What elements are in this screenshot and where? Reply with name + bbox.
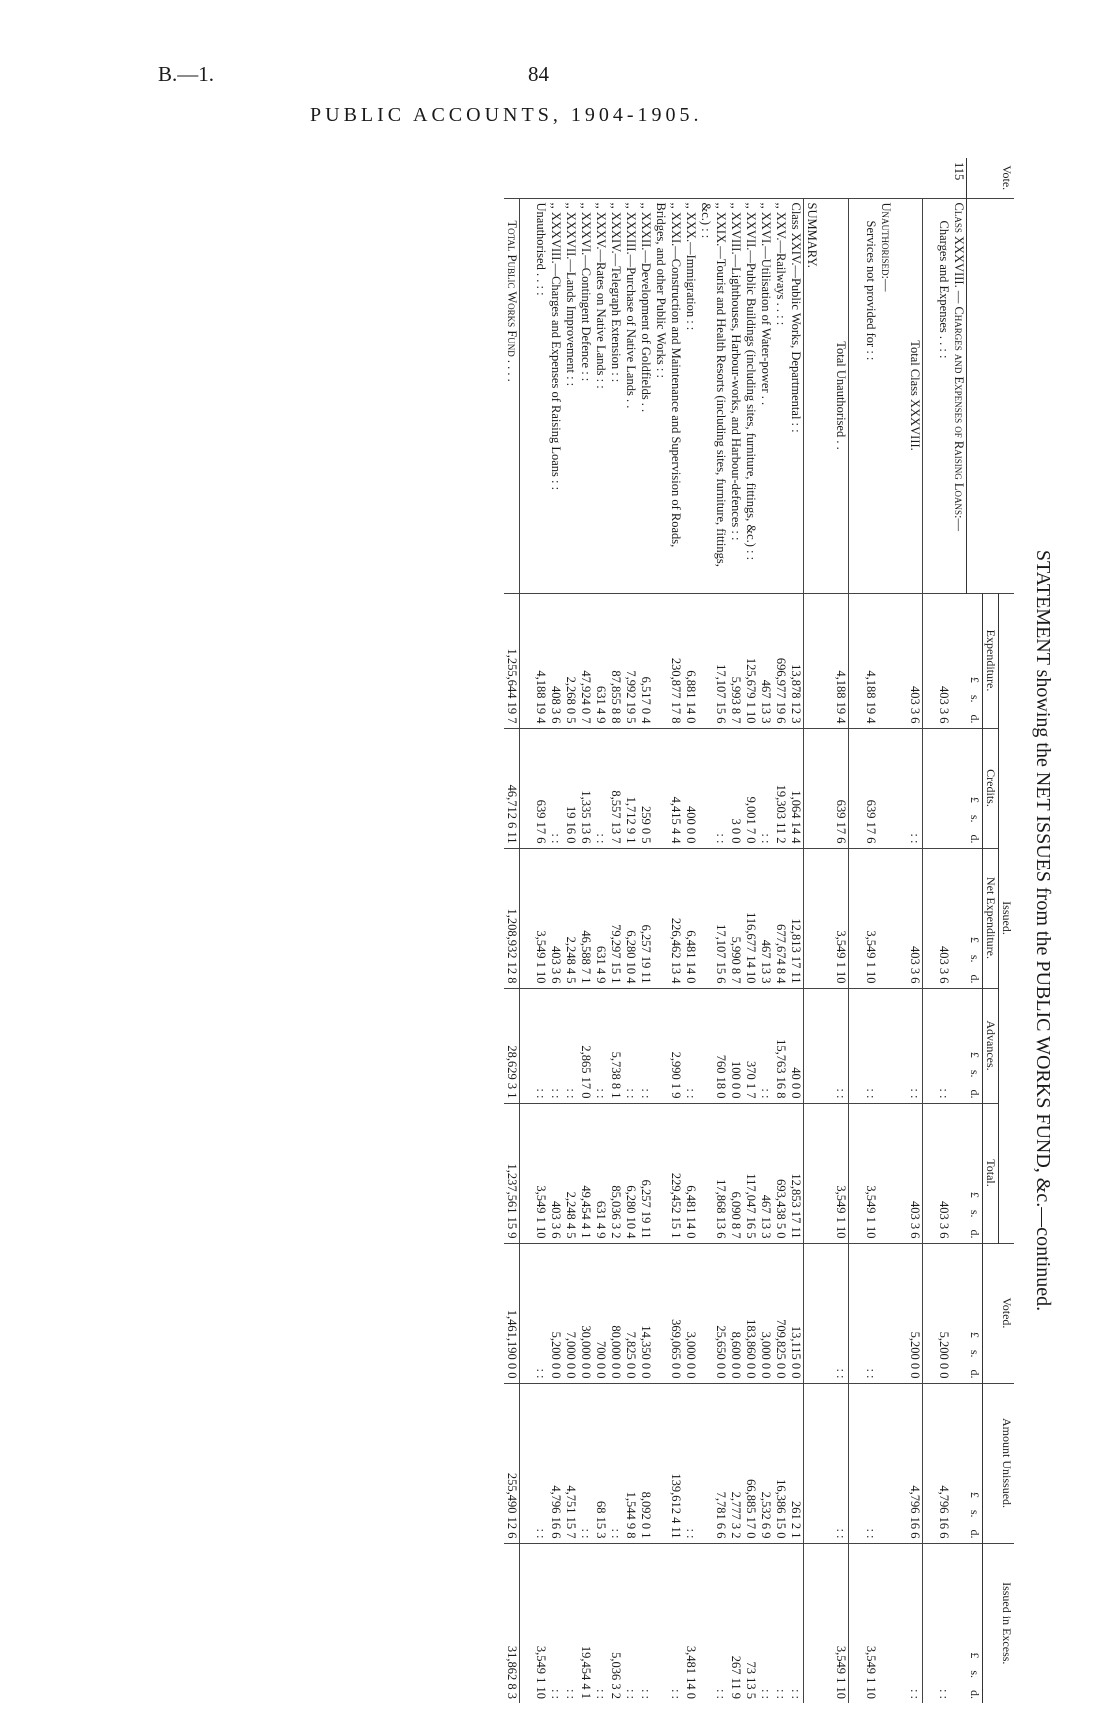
- row-label: ,, XXXV.—Rates on Native Lands : :: [594, 198, 609, 593]
- summary-row: [609, 158, 624, 1703]
- unissued-cell: 261 2 1: [789, 1383, 805, 1543]
- net-expenditure-header: Net Expenditure.: [983, 848, 999, 988]
- spacer-row: [893, 158, 907, 1703]
- total-cell: 467 13 3: [759, 1103, 774, 1243]
- row-label: ,, XXIX.—Tourist and Health Resorts (including sites, furniture, fittings, &c.) : :: [699, 198, 729, 593]
- credits-cell: : :: [549, 728, 564, 848]
- advances-cell: 100 0 0: [729, 988, 744, 1103]
- vote-cell: [804, 158, 820, 198]
- total-cell: 229,452 15 1: [654, 1103, 684, 1243]
- spacer-row: [923, 158, 937, 1703]
- credits-cell: 3 0 0: [729, 728, 744, 848]
- row-label: ,, XXXI.—Construction and Maintenance and Supervision of Roads, Bridges, and other Public Works : :: [654, 198, 684, 593]
- expenditure-cell: 13,878 12 3: [789, 593, 805, 728]
- grand-total-row: [504, 158, 520, 1703]
- advances-cell: : :: [639, 988, 654, 1103]
- unissued-cell: : :: [834, 1383, 850, 1543]
- summary-row: [594, 158, 609, 1703]
- unissued-cell: 4,796 16 6: [907, 1383, 923, 1543]
- section-heading: Class XXXVIII. — Charges and Expenses of Raising Loans:—: [952, 198, 968, 593]
- unit-d: d.: [968, 1089, 982, 1099]
- vote-header: Vote.: [967, 158, 1014, 198]
- unit-pound: £: [968, 796, 982, 803]
- unissued-header: Amount Unissued.: [983, 1383, 1015, 1543]
- net-expenditure-cell: 403 3 6: [907, 848, 923, 988]
- advances-cell: : :: [549, 988, 564, 1103]
- unit-label: [967, 988, 983, 1103]
- voted-cell: 3,000 0 0: [684, 1243, 699, 1383]
- voted-cell: 80,000 0 0: [609, 1243, 624, 1383]
- net-expenditure-cell: 2,248 4 5: [564, 848, 579, 988]
- row-label: Total Unauthorised . .: [834, 198, 850, 593]
- credits-cell: : :: [699, 728, 729, 848]
- unit-d: d.: [968, 714, 982, 724]
- summary-row: [759, 158, 774, 1703]
- advances-cell: 5,738 8 1: [609, 988, 624, 1103]
- total-cell: 631 4 9: [594, 1103, 609, 1243]
- total-cell: 3,549 1 10: [834, 1103, 850, 1243]
- summary-heading: [804, 158, 820, 1703]
- total-cell: 693,438 5 0: [774, 1103, 789, 1243]
- summary-row: [624, 158, 639, 1703]
- summary-row: [699, 158, 729, 1703]
- vote-cell: [834, 158, 850, 198]
- unit-pound: £: [968, 1331, 982, 1338]
- total-cell: 6,280 10 4: [624, 1103, 639, 1243]
- voted-cell: : :: [834, 1243, 850, 1383]
- rotated-statement: [150, 158, 1062, 1703]
- voted-cell: 30,000 0 0: [579, 1243, 594, 1383]
- total-cell: 403 3 6: [907, 1103, 923, 1243]
- summary-row: [789, 158, 805, 1703]
- voted-cell: : :: [863, 1243, 878, 1383]
- unit-pound: £: [968, 1491, 982, 1498]
- advances-cell: : :: [937, 988, 952, 1103]
- total-cell: 6,090 8 7: [729, 1103, 744, 1243]
- expenditure-cell: 17,107 15 6: [699, 593, 729, 728]
- excess-cell: : :: [789, 1543, 805, 1703]
- vote-cell: [699, 158, 729, 198]
- row-label: ,, XXX.—Immigration : :: [684, 198, 699, 593]
- voted-cell: 7,825 0 0: [624, 1243, 639, 1383]
- excess-cell: : :: [774, 1543, 789, 1703]
- voted-header: Voted.: [983, 1243, 1015, 1383]
- row-label: Charges and Expenses . . : :: [937, 198, 952, 593]
- spacer-row: [849, 158, 863, 1703]
- expenditure-cell: 87,855 8 8: [609, 593, 624, 728]
- total-cell: 3,549 1 10: [863, 1103, 878, 1243]
- summary-row: [639, 158, 654, 1703]
- unit-s: s.: [968, 694, 982, 703]
- unissued-cell: : :: [609, 1383, 624, 1543]
- statement-table: [504, 158, 1014, 1703]
- credits-cell: 9,001 7 0: [744, 728, 759, 848]
- unit-s: s.: [968, 954, 982, 963]
- excess-cell: : :: [699, 1543, 729, 1703]
- voted-cell: 7,000 0 0: [564, 1243, 579, 1383]
- advances-cell: 15,763 16 8: [774, 988, 789, 1103]
- vote-cell: [789, 158, 805, 198]
- total-cell: 117,047 16 5: [744, 1103, 759, 1243]
- unissued-cell: 7,781 6 6: [699, 1383, 729, 1543]
- unissued-cell: : :: [863, 1383, 878, 1543]
- excess-cell: : :: [654, 1543, 684, 1703]
- vote-cell: [564, 158, 579, 198]
- unissued-cell: 4,751 15 7: [564, 1383, 579, 1543]
- advances-cell: : :: [907, 988, 923, 1103]
- unit-s: s.: [968, 1509, 982, 1518]
- row-label: Total Public Works Fund . . . .: [504, 198, 520, 593]
- unissued-cell: : :: [579, 1383, 594, 1543]
- net-expenditure-cell: 6,280 10 4: [624, 848, 639, 988]
- section-heading: SUMMARY.: [804, 198, 820, 593]
- vote-cell: [774, 158, 789, 198]
- issued-header: Issued.: [999, 593, 1015, 1243]
- spacer-row: [820, 158, 834, 1703]
- unauthorised-heading: [878, 158, 893, 1703]
- expenditure-cell: 403 3 6: [937, 593, 952, 728]
- unit-d: d.: [968, 834, 982, 844]
- unissued-cell: 2,777 3 2: [729, 1383, 744, 1543]
- excess-cell: : :: [564, 1543, 579, 1703]
- vote-cell: [594, 158, 609, 198]
- excess-cell: 73 13 5: [744, 1543, 759, 1703]
- row-label: Class XXIV.—Public Works, Departmental : :: [789, 198, 805, 593]
- advances-cell: : :: [534, 988, 549, 1103]
- unit-label: [967, 1103, 983, 1243]
- vote-cell: [579, 158, 594, 198]
- statement-body: [504, 158, 967, 1703]
- expenditure-cell: 403 3 6: [907, 593, 923, 728]
- vote-cell: [863, 158, 878, 198]
- unissued-cell: 1,544 9 8: [624, 1383, 639, 1543]
- net-expenditure-cell: 631 4 9: [594, 848, 609, 988]
- net-expenditure-cell: 17,107 15 6: [699, 848, 729, 988]
- row-label: ,, XXXIV.—Telegraph Extension : :: [609, 198, 624, 593]
- unissued-cell: 4,796 16 6: [549, 1383, 564, 1543]
- unit-label: [967, 1543, 983, 1703]
- summary-row: [534, 158, 549, 1703]
- total-header: Total.: [983, 1103, 999, 1243]
- excess-cell: : :: [907, 1543, 923, 1703]
- unit-d: d.: [968, 1690, 982, 1700]
- unit-label: [967, 1243, 983, 1383]
- unit-s: s.: [968, 1069, 982, 1078]
- advances-cell: : :: [594, 988, 609, 1103]
- excess-cell: : :: [759, 1543, 774, 1703]
- row-label: Services not provided for : :: [863, 198, 878, 593]
- unissued-cell: 8,092 0 1: [639, 1383, 654, 1543]
- unauthorised-total: [834, 158, 850, 1703]
- vote-cell: [504, 158, 520, 198]
- expenditure-cell: 7,992 19 5: [624, 593, 639, 728]
- excess-cell: 19,454 4 1: [579, 1543, 594, 1703]
- unit-pound: £: [968, 1191, 982, 1198]
- row-label: ,, XXV.—Railways . . : :: [774, 198, 789, 593]
- vote-cell: [624, 158, 639, 198]
- unit-d: d.: [968, 1369, 982, 1379]
- row-label: ,, XXXII.—Development of Goldfields . .: [639, 198, 654, 593]
- credits-cell: [937, 728, 952, 848]
- voted-cell: 369,065 0 0: [654, 1243, 684, 1383]
- unit-s: s.: [968, 1349, 982, 1358]
- vote-cell: [759, 158, 774, 198]
- summary-row: [684, 158, 699, 1703]
- unissued-cell: 139,612 4 11: [654, 1383, 684, 1543]
- credits-header: Credits.: [983, 728, 999, 848]
- expenditure-cell: 6,881 14 0: [684, 593, 699, 728]
- credits-cell: 400 0 0: [684, 728, 699, 848]
- advances-cell: 40 0 0: [789, 988, 805, 1103]
- page-number: 84: [528, 62, 549, 86]
- excess-cell: 3,481 14 0: [684, 1543, 699, 1703]
- credits-cell: 8,557 13 7: [609, 728, 624, 848]
- net-expenditure-cell: 5,990 8 7: [729, 848, 744, 988]
- unissued-cell: 2,532 6 9: [759, 1383, 774, 1543]
- unit-s: s.: [968, 1670, 982, 1679]
- summary-row: [654, 158, 684, 1703]
- unit-pound: £: [968, 1652, 982, 1659]
- excess-cell: : :: [937, 1543, 952, 1703]
- row-label: ,, XXVIII.—Lighthouses, Harbour-works, and Harbour-defences : :: [729, 198, 744, 593]
- excess-cell: 3,549 1 10: [534, 1543, 549, 1703]
- excess-cell: 3,549 1 10: [834, 1543, 850, 1703]
- credits-cell: 19,303 11 2: [774, 728, 789, 848]
- spacer-row: [520, 158, 534, 1703]
- net-expenditure-cell: 3,549 1 10: [534, 848, 549, 988]
- unit-pound: £: [968, 1051, 982, 1058]
- voted-cell: 5,200 0 0: [907, 1243, 923, 1383]
- expenditure-cell: 408 3 6: [549, 593, 564, 728]
- vote-cell: [878, 158, 893, 198]
- total-cell: 403 3 6: [937, 1103, 952, 1243]
- unissued-cell: : :: [534, 1383, 549, 1543]
- unit-d: d.: [968, 1529, 982, 1539]
- credits-cell: 639 17 6: [863, 728, 878, 848]
- net-expenditure-cell: 116,677 14 10: [744, 848, 759, 988]
- voted-cell: 25,650 0 0: [699, 1243, 729, 1383]
- advances-cell: 2,865 17 0: [579, 988, 594, 1103]
- excess-cell: : :: [594, 1543, 609, 1703]
- voted-cell: 13,115 0 0: [789, 1243, 805, 1383]
- unit-s: s.: [968, 1209, 982, 1218]
- vote-cell: [729, 158, 744, 198]
- unit-label: [967, 593, 983, 728]
- row-label: ,, XXXVI.—Contingent Defence : :: [579, 198, 594, 593]
- row-label: ,, XXVII.—Public Buildings (including sites, furniture, fittings, &c.) : :: [744, 198, 759, 593]
- voted-cell: 14,350 0 0: [639, 1243, 654, 1383]
- net-expenditure-cell: 3,549 1 10: [834, 848, 850, 988]
- expenditure-header: Expenditure.: [983, 593, 999, 728]
- expenditure-cell: 47,924 0 7: [579, 593, 594, 728]
- net-expenditure-cell: 403 3 6: [937, 848, 952, 988]
- advances-cell: : :: [684, 988, 699, 1103]
- expenditure-cell: 5,993 8 7: [729, 593, 744, 728]
- voted-cell: : :: [534, 1243, 549, 1383]
- expenditure-cell: 4,188 19 4: [863, 593, 878, 728]
- row-label: ,, XXXVII.—Lands Improvement : :: [564, 198, 579, 593]
- credits-cell: : :: [594, 728, 609, 848]
- vote-cell: [639, 158, 654, 198]
- credits-cell: 259 0 5: [639, 728, 654, 848]
- advances-cell: : :: [863, 988, 878, 1103]
- advances-cell: 28,629 3 1: [504, 988, 520, 1103]
- excess-cell: 5,036 3 2: [609, 1543, 624, 1703]
- advances-cell: 2,990 1 9: [654, 988, 684, 1103]
- voted-cell: 8,600 0 0: [729, 1243, 744, 1383]
- class-38-row: [937, 158, 952, 1703]
- summary-row: [774, 158, 789, 1703]
- total-cell: 49,454 4 1: [579, 1103, 594, 1243]
- credits-cell: : :: [759, 728, 774, 848]
- net-expenditure-cell: 467 13 3: [759, 848, 774, 988]
- row-label: ,, XXXIII.—Purchase of Native Lands . .: [624, 198, 639, 593]
- voted-cell: 709,825 0 0: [774, 1243, 789, 1383]
- total-cell: 17,868 13 6: [699, 1103, 729, 1243]
- unissued-cell: 16,386 15 0: [774, 1383, 789, 1543]
- expenditure-cell: 6,517 0 4: [639, 593, 654, 728]
- credits-cell: 19 16 0: [564, 728, 579, 848]
- unit-s: s.: [968, 814, 982, 823]
- total-cell: 1,237,561 15 9: [504, 1103, 520, 1243]
- credits-cell: 639 17 6: [834, 728, 850, 848]
- row-label: Total Class XXXVIII.: [907, 198, 923, 593]
- unit-label: [967, 1383, 983, 1543]
- credits-cell: 4,415 4 4: [654, 728, 684, 848]
- total-cell: 12,853 17 11: [789, 1103, 805, 1243]
- expenditure-cell: 4,188 19 4: [834, 593, 850, 728]
- unit-label: [967, 728, 983, 848]
- total-cell: 85,036 3 2: [609, 1103, 624, 1243]
- expenditure-cell: 4,188 19 4: [534, 593, 549, 728]
- expenditure-cell: 467 13 3: [759, 593, 774, 728]
- credits-cell: 639 17 6: [534, 728, 549, 848]
- page-code: B.—1.: [158, 62, 215, 86]
- summary-row: [729, 158, 744, 1703]
- total-cell: 6,481 14 0: [684, 1103, 699, 1243]
- unissued-cell: : :: [684, 1383, 699, 1543]
- vote-cell: [684, 158, 699, 198]
- class-38-total: [907, 158, 923, 1703]
- unit-pound: £: [968, 676, 982, 683]
- expenditure-cell: 1,255,644 19 7: [504, 593, 520, 728]
- summary-row: [744, 158, 759, 1703]
- summary-row: [579, 158, 594, 1703]
- voted-cell: 183,860 0 0: [744, 1243, 759, 1383]
- excess-cell: : :: [549, 1543, 564, 1703]
- net-expenditure-cell: 1,208,932 12 8: [504, 848, 520, 988]
- excess-cell: 31,862 8 3: [504, 1543, 520, 1703]
- row-label: ,, XXVI.—Utilisation of Water-power . .: [759, 198, 774, 593]
- vote-cell: [609, 158, 624, 198]
- unit-label: [967, 848, 983, 988]
- vote-cell: [744, 158, 759, 198]
- total-cell: 3,549 1 10: [534, 1103, 549, 1243]
- total-cell: 6,257 19 11: [639, 1103, 654, 1243]
- voted-cell: 5,200 0 0: [549, 1243, 564, 1383]
- advances-cell: : :: [564, 988, 579, 1103]
- total-cell: 403 3 6: [549, 1103, 564, 1243]
- net-expenditure-cell: 46,588 7 1: [579, 848, 594, 988]
- unauthorised-row: [863, 158, 878, 1703]
- expenditure-cell: 696,977 19 6: [774, 593, 789, 728]
- voted-cell: 1,461,190 0 0: [504, 1243, 520, 1383]
- unit-pound: £: [968, 936, 982, 943]
- expenditure-cell: 2,268 0 5: [564, 593, 579, 728]
- vote-cell: [937, 158, 952, 198]
- credits-cell: 1,712 9 1: [624, 728, 639, 848]
- advances-cell: 370 1 7: [744, 988, 759, 1103]
- excess-cell: 267 11 9: [729, 1543, 744, 1703]
- vote-cell: [907, 158, 923, 198]
- unit-d: d.: [968, 974, 982, 984]
- net-expenditure-cell: 6,481 14 0: [684, 848, 699, 988]
- expenditure-cell: 125,679 1 10: [744, 593, 759, 728]
- advances-cell: : :: [624, 988, 639, 1103]
- vote-cell: [654, 158, 684, 198]
- excess-header: Issued in Excess.: [983, 1543, 1015, 1703]
- net-expenditure-cell: 226,462 13 4: [654, 848, 684, 988]
- net-expenditure-cell: 79,297 15 1: [609, 848, 624, 988]
- net-expenditure-cell: 12,813 17 11: [789, 848, 805, 988]
- credits-cell: 1,335 13 6: [579, 728, 594, 848]
- summary-row: [549, 158, 564, 1703]
- advances-cell: : :: [759, 988, 774, 1103]
- credits-cell: 1,064 14 4: [789, 728, 805, 848]
- net-expenditure-cell: 6,257 19 11: [639, 848, 654, 988]
- vote-cell: 115: [952, 162, 967, 181]
- advances-header: Advances.: [983, 988, 999, 1103]
- statement-title: STATEMENT showing the NET ISSUES from the PUBLIC WORKS FUND, &c.—continued.: [1032, 549, 1054, 1312]
- expenditure-cell: 230,877 17 8: [654, 593, 684, 728]
- unissued-cell: 4,796 16 6: [937, 1383, 952, 1543]
- unissued-cell: 66,885 17 0: [744, 1383, 759, 1543]
- row-label: ,, XXXVIII.—Charges and Expenses of Raising Loans : :: [549, 198, 564, 593]
- vote-cell: [534, 158, 549, 198]
- vote-cell: [549, 158, 564, 198]
- voted-cell: 5,200 0 0: [937, 1243, 952, 1383]
- page-title: PUBLIC ACCOUNTS, 1904-1905.: [310, 104, 703, 126]
- advances-cell: : :: [834, 988, 850, 1103]
- expenditure-cell: 631 4 9: [594, 593, 609, 728]
- unissued-cell: 68 15 3: [594, 1383, 609, 1543]
- class-38-heading: [952, 158, 968, 1703]
- credits-cell: : :: [907, 728, 923, 848]
- excess-cell: : :: [624, 1543, 639, 1703]
- excess-cell: 3,549 1 10: [863, 1543, 878, 1703]
- net-expenditure-cell: 3,549 1 10: [863, 848, 878, 988]
- total-cell: 2,248 4 5: [564, 1103, 579, 1243]
- voted-cell: 700 0 0: [594, 1243, 609, 1383]
- excess-cell: : :: [639, 1543, 654, 1703]
- net-expenditure-cell: 677,674 8 4: [774, 848, 789, 988]
- row-label: Unauthorised . . : :: [534, 198, 549, 593]
- advances-cell: 760 18 0: [699, 988, 729, 1103]
- credits-cell: 46,712 6 11: [504, 728, 520, 848]
- unissued-cell: 255,490 12 6: [504, 1383, 520, 1543]
- section-heading: Unauthorised:—: [878, 198, 893, 593]
- net-expenditure-cell: 403 3 6: [549, 848, 564, 988]
- unit-d: d.: [968, 1229, 982, 1239]
- summary-row: [564, 158, 579, 1703]
- voted-cell: 3,000 0 0: [759, 1243, 774, 1383]
